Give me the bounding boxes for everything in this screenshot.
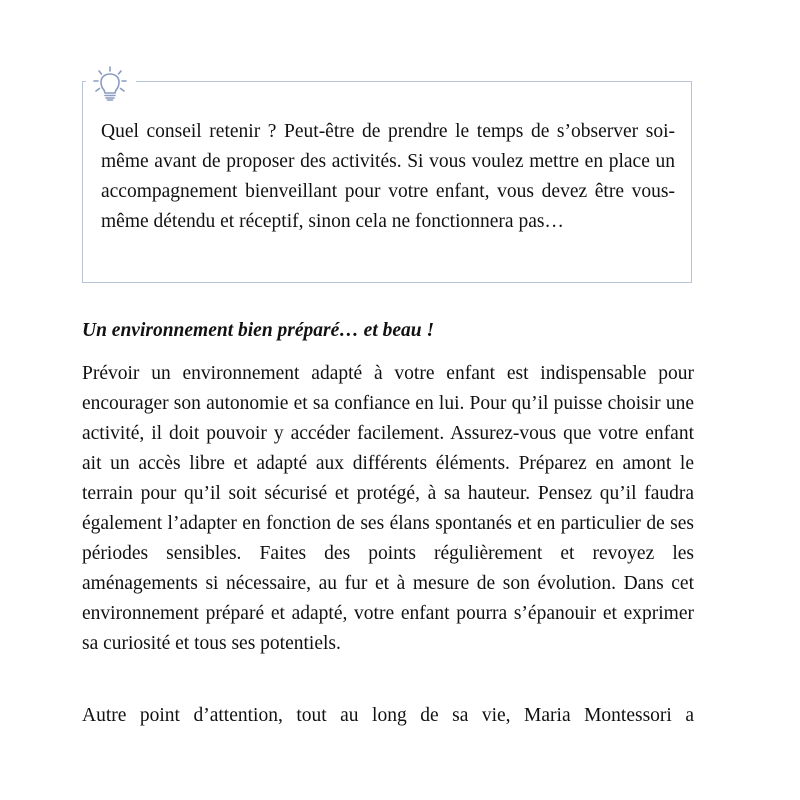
lightbulb-icon [90,66,130,102]
tip-box [82,81,692,283]
section-heading: Un environnement bien préparé… et beau ! [82,320,435,341]
tip-icon-container [86,64,136,104]
body-paragraph: Prévoir un environnement adapté à votre enfant est indispensable pour encourager son autonomie et sa confiance en lui. Pour qu’il puisse choisir une activité, il doit pouvoir y accéder facilement. Assurez-vous que votre enfant ait un accès libre et adapté aux différents éléments. Préparez en amont le terrain pour qu’il soit sécurisé et protégé, à sa hauteur. Pensez qu’il faudra également l’adapter en fonction de ses élans spontanés et en particulier de ses périodes sensibles. Faites des points régulièrement et revoyez les aménagements si nécessaire, au fur et à mesure de son évolution. Dans cet environnement préparé et adapté, votre enfant pourra s’épanouir et exprimer sa curiosité et tous ses potentiels. [82,363,694,654]
body-paragraph-continued: Autre point d’attention, tout au long de sa vie, Maria Montessori a [82,705,694,726]
tip-text: Quel conseil retenir ? Peut-être de prendre le temps de s’observer soi-même avant de proposer des activités. Si vous voulez mettre en place un accompagnement bienveillant pour votre enfant, vous devez être vous-même détendu et réceptif, sinon cela ne fonctionnera pas… [101,121,675,232]
